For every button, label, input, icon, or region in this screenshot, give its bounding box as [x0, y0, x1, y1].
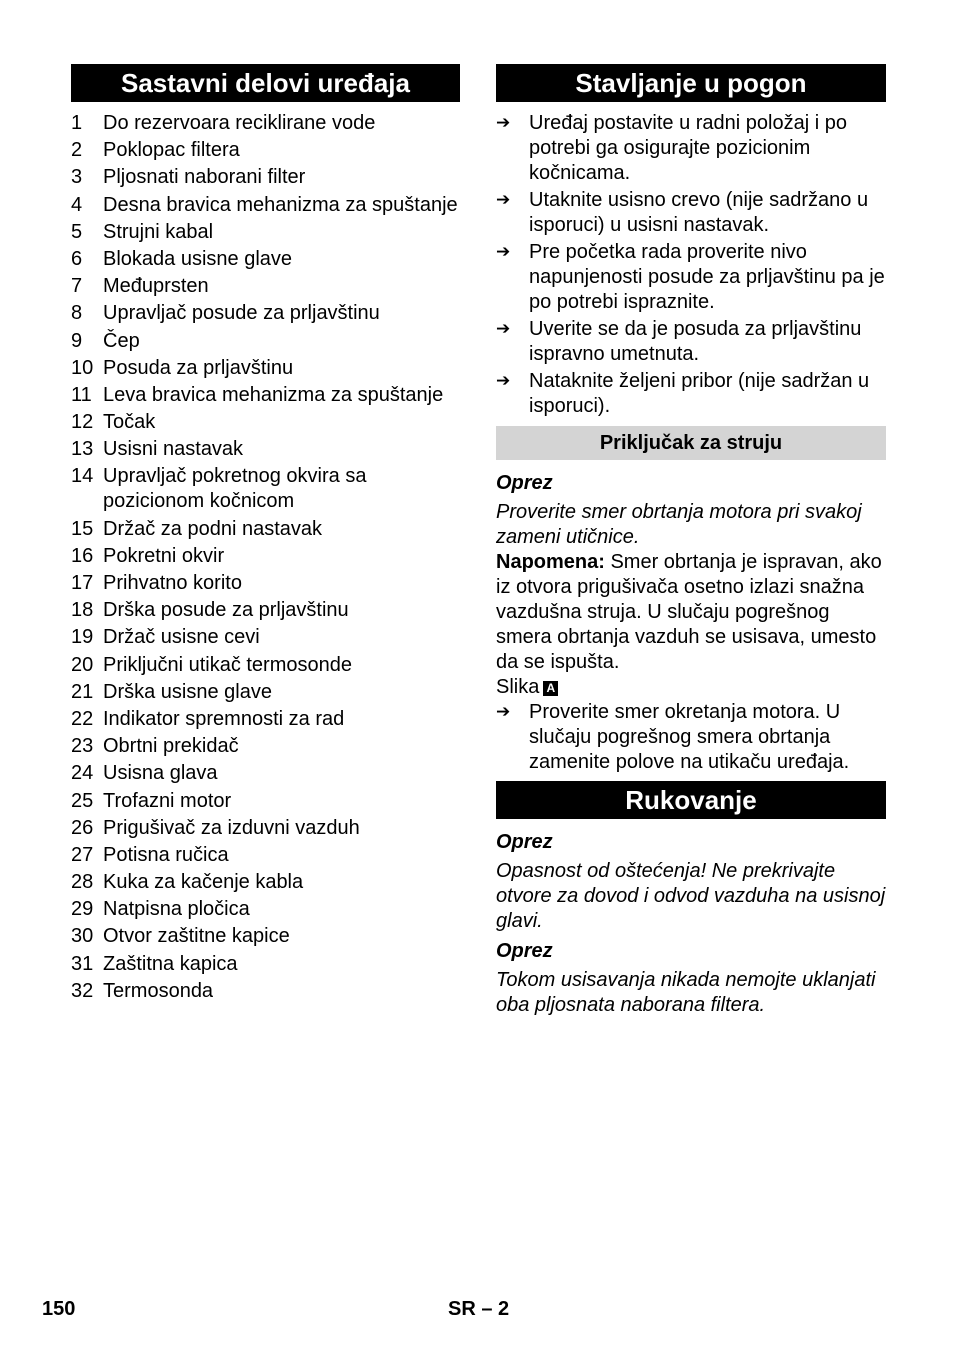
item-label: Priključni utikač termosonde	[103, 653, 352, 676]
item-label: Upravljač posude za prljavštinu	[103, 302, 380, 325]
item-label: Držač za podni nastavak	[103, 517, 323, 540]
parts-list-item	[71, 789, 460, 814]
arrow-right-icon: ➔	[496, 319, 511, 339]
item-label: Strujni kabal	[103, 220, 214, 243]
item-label: Upravljač pokretnog okvira sa pozicionom kočnicom	[103, 465, 367, 513]
parts-list-item	[71, 598, 460, 623]
item-label: Čep	[103, 329, 140, 352]
item-number: 1	[71, 112, 83, 134]
arrow-right-icon: ➔	[496, 242, 511, 262]
page-number: 150	[42, 1298, 76, 1320]
item-number: 14	[71, 465, 94, 488]
item-number: 3	[71, 166, 83, 189]
handling-caution1-text: Opasnost od oštećenja! Ne prekrivajte otvore za dovod i odvod vazduha na usisnoj glavi.	[496, 860, 886, 932]
parts-list-item	[71, 247, 460, 272]
parts-list-item	[71, 301, 460, 326]
item-number: 29	[71, 898, 94, 921]
item-number: 16	[71, 544, 94, 567]
item-number: 13	[71, 438, 94, 461]
startup-column	[496, 64, 886, 1018]
parts-list-item	[71, 383, 460, 408]
arrow-right-icon: ➔	[496, 190, 511, 210]
item-label: Indikator spremnosti za rad	[103, 707, 345, 730]
item-number: 26	[71, 816, 94, 839]
startup-step	[496, 369, 886, 419]
item-label: Poklopac filtera	[103, 139, 240, 162]
item-number: 12	[71, 411, 94, 434]
parts-list-item	[71, 517, 460, 542]
parts-list-item	[71, 870, 460, 895]
arrow-right-icon: ➔	[496, 371, 511, 391]
item-number: 30	[71, 925, 94, 948]
power-note	[496, 550, 886, 675]
startup-step-text: Uverite se da je posuda za prljavštinu ispravno umetnuta.	[529, 318, 862, 365]
item-number: 17	[71, 572, 94, 594]
startup-step-text: Uređaj postavite u radni položaj i po potrebi ga osigurajte pozicionim kočnicama.	[529, 112, 847, 184]
arrow-right-icon: ➔	[496, 113, 511, 133]
power-caution-label: Oprez	[496, 472, 553, 494]
item-number: 9	[71, 329, 83, 352]
parts-list-item	[71, 761, 460, 786]
item-number: 32	[71, 979, 94, 1002]
parts-list-item	[71, 356, 460, 381]
item-number: 20	[71, 653, 94, 676]
handling-heading: Rukovanje	[496, 781, 886, 819]
parts-list-item	[71, 464, 460, 514]
handling-caution2-text: Tokom usisavanja nikada nemojte uklanjati oba pljosnata naborana filtera.	[496, 969, 876, 1016]
item-number: 27	[71, 843, 94, 866]
startup-step	[496, 188, 886, 238]
figure-a-badge: A	[543, 681, 558, 696]
item-label: Kuka za kačenje kabla	[103, 871, 304, 894]
parts-list-item	[71, 816, 460, 841]
parts-list-item	[71, 571, 460, 596]
power-step	[496, 700, 886, 775]
item-label: Prihvatno korito	[103, 572, 242, 594]
item-label: Usisni nastavak	[103, 438, 244, 461]
parts-list-item	[71, 111, 460, 136]
power-note-text: Smer obrtanja je ispravan, ako iz otvora prigušivača osetno izlazi snažna vazdušna struja. U slučaju pogrešnog smera obrtanja vazduh se usisava, umesto da se ispušta.	[496, 551, 882, 673]
item-label: Usisna glava	[103, 762, 218, 785]
figure-label: Slika	[496, 676, 540, 698]
handling-caution2-label: Oprez	[496, 940, 553, 962]
item-label: Držač usisne cevi	[103, 626, 260, 649]
item-number: 4	[71, 193, 83, 216]
item-label: Potisna ručica	[103, 843, 229, 866]
item-number: 11	[71, 383, 92, 406]
item-label: Pokretni okvir	[103, 544, 225, 567]
parts-list-item	[71, 924, 460, 949]
parts-list-item	[71, 410, 460, 435]
parts-list-item	[71, 220, 460, 245]
startup-step	[496, 317, 886, 367]
handling-caution1-label: Oprez	[496, 831, 553, 853]
power-figure-ref	[496, 675, 886, 700]
startup-heading: Stavljanje u pogon	[496, 64, 886, 102]
item-number: 8	[71, 302, 83, 325]
item-label: Leva bravica mehanizma za spuštanje	[103, 383, 444, 406]
item-label: Obrtni prekidač	[103, 735, 239, 758]
startup-step-text: Pre početka rada proverite nivo napunjenosti posude za prljavštinu pa je po potrebi ispraznite.	[529, 241, 885, 313]
power-step-text: Proverite smer okretanja motora. U slučaju pogrešnog smera obrtanja zamenite polove na utikaču uređaja.	[529, 701, 850, 773]
parts-list-item	[71, 680, 460, 705]
startup-step-text: Nataknite željeni pribor (nije sadržan u isporuci).	[529, 370, 870, 417]
item-label: Drška posude za prljavštinu	[103, 599, 349, 622]
parts-list-item	[71, 897, 460, 922]
parts-list-item	[71, 707, 460, 732]
item-label: Blokada usisne glave	[103, 247, 293, 270]
item-label: Drška usisne glave	[103, 680, 272, 703]
item-number: 28	[71, 871, 94, 894]
item-label: Desna bravica mehanizma za spuštanje	[103, 193, 458, 216]
startup-step	[496, 111, 886, 186]
item-number: 25	[71, 789, 94, 812]
item-number: 6	[71, 247, 83, 270]
item-label: Otvor zaštitne kapice	[103, 925, 290, 948]
item-number: 19	[71, 626, 94, 649]
parts-list-item	[71, 979, 460, 1004]
item-label: Trofazni motor	[103, 789, 232, 812]
parts-list-item	[71, 138, 460, 163]
parts-list-item	[71, 329, 460, 354]
startup-step-text: Utaknite usisno crevo (nije sadržano u isporuci) u usisni nastavak.	[529, 189, 869, 236]
parts-list-item	[71, 952, 460, 977]
item-number: 5	[71, 220, 83, 243]
item-number: 21	[71, 680, 94, 703]
parts-heading: Sastavni delovi uređaja	[71, 64, 460, 102]
item-label: Termosonda	[103, 979, 214, 1002]
item-number: 7	[71, 275, 83, 298]
parts-list-item	[71, 843, 460, 868]
item-label: Međuprsten	[103, 275, 209, 298]
item-number: 18	[71, 599, 94, 622]
item-number: 10	[71, 356, 94, 379]
parts-list	[71, 111, 460, 1004]
power-subheading: Priključak za struju	[496, 426, 886, 460]
item-label: Točak	[103, 411, 156, 434]
section-label: SR – 2	[448, 1298, 510, 1320]
item-number: 22	[71, 707, 94, 730]
parts-list-item	[71, 274, 460, 299]
item-label: Pljosnati naborani filter	[103, 166, 306, 189]
parts-list-item	[71, 625, 460, 650]
power-caution-text: Proverite smer obrtanja motora pri svakoj zameni utičnice.	[496, 501, 862, 548]
item-number: 24	[71, 762, 94, 785]
parts-column	[71, 64, 460, 1006]
arrow-right-icon: ➔	[496, 702, 511, 722]
parts-list-item	[71, 165, 460, 190]
power-note-label: Napomena:	[496, 551, 605, 573]
parts-list-item	[71, 653, 460, 678]
item-label: Natpisna pločica	[103, 898, 250, 921]
item-label: Prigušivač za izduvni vazduh	[103, 816, 360, 839]
item-label: Zaštitna kapica	[103, 952, 238, 975]
item-number: 23	[71, 735, 94, 758]
startup-step	[496, 240, 886, 315]
parts-list-item	[71, 193, 460, 218]
item-label: Do rezervoara reciklirane vode	[103, 112, 376, 134]
item-number: 2	[71, 139, 83, 162]
item-label: Posuda za prljavštinu	[103, 356, 294, 379]
parts-list-item	[71, 544, 460, 569]
parts-list-item	[71, 734, 460, 759]
item-number: 31	[71, 952, 94, 975]
startup-steps	[496, 111, 886, 419]
item-number: 15	[71, 517, 94, 540]
parts-list-item	[71, 437, 460, 462]
